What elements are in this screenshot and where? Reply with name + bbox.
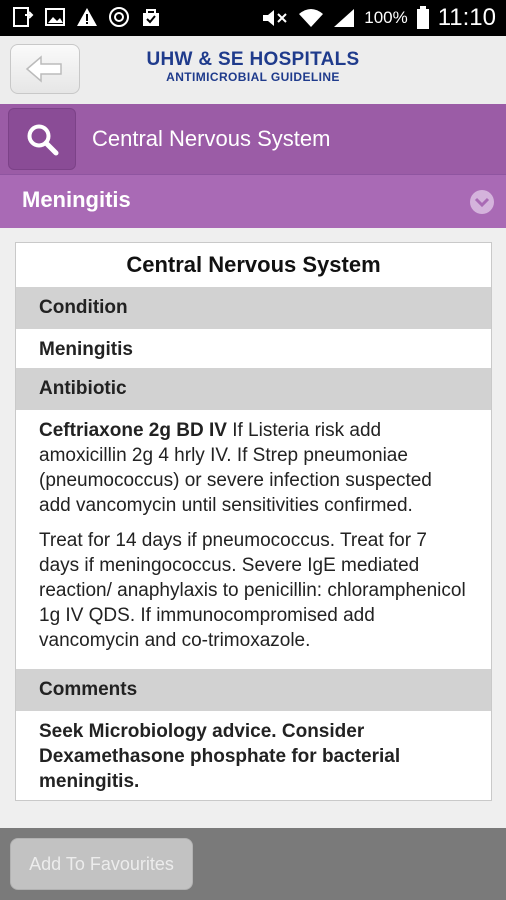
- app-header: [0, 36, 506, 105]
- battery-icon: [416, 6, 430, 30]
- add-to-favourites-button[interactable]: Add To Favourites: [10, 838, 193, 890]
- antibiotic-text: If Listeria risk add amoxicillin 2g 4 hrly IV. If Strep pneumoniae (pneumococcus) or severe infection suspected add vancomycin until sensitivities confirmed.: [39, 420, 432, 516]
- shopping-bag-icon: [140, 6, 162, 28]
- card-title: Central Nervous System: [126, 252, 381, 277]
- antibiotic-paragraph-2: Treat for 14 days if pneumococcus. Treat for 7 days if meningococcus. Severe IgE mediated reaction/ anaphylaxis to penicillin: chloramphenicol 1g IV QDS. If immunocompromised add vancomycin and co-trimoxazole.: [39, 530, 466, 651]
- mute-icon: [260, 7, 290, 29]
- status-bar: [0, 0, 506, 36]
- image-icon: [44, 6, 66, 28]
- brand-logo: [120, 50, 386, 84]
- brand-subtitle: ANTIMICROBIAL GUIDELINE: [166, 70, 340, 84]
- footer-bar: [0, 828, 506, 900]
- search-bar: [0, 104, 506, 174]
- search-icon: [25, 122, 59, 156]
- back-button[interactable]: [10, 44, 80, 94]
- comments-text: Seek Microbiology advice. Consider Dexamethasone phosphate for bacterial meningitis.: [39, 721, 401, 792]
- search-button[interactable]: [8, 108, 76, 170]
- signal-icon: [332, 7, 356, 29]
- notification-icons: [12, 6, 162, 28]
- antibiotic-paragraph-1: [39, 418, 468, 518]
- warning-icon: [76, 6, 98, 28]
- antibiotic-drug: Ceftriaxone 2g BD IV: [39, 420, 227, 441]
- content-area[interactable]: [0, 228, 506, 828]
- condition-dropdown-label: Meningitis: [22, 187, 131, 212]
- brand-title: UHW & SE HOSPITALS: [146, 49, 360, 70]
- chevron-down-icon: [470, 190, 494, 214]
- section-title: Central Nervous System: [92, 126, 331, 151]
- guideline-card: [15, 242, 492, 801]
- antibiotic-body: [16, 410, 491, 669]
- antibiotic-header: Antibiotic: [16, 368, 491, 410]
- comments-header: Comments: [16, 669, 491, 711]
- battery-percent: 100%: [364, 8, 408, 27]
- clock: 11:10: [437, 4, 496, 31]
- condition-header: Condition: [16, 287, 491, 329]
- condition-value: Meningitis: [39, 339, 133, 360]
- condition-dropdown[interactable]: [0, 174, 506, 228]
- target-icon: [108, 6, 130, 28]
- wifi-icon: [298, 7, 324, 29]
- system-indicators: [260, 0, 496, 36]
- arrow-left-icon: [25, 54, 65, 84]
- download-icon: [12, 6, 34, 28]
